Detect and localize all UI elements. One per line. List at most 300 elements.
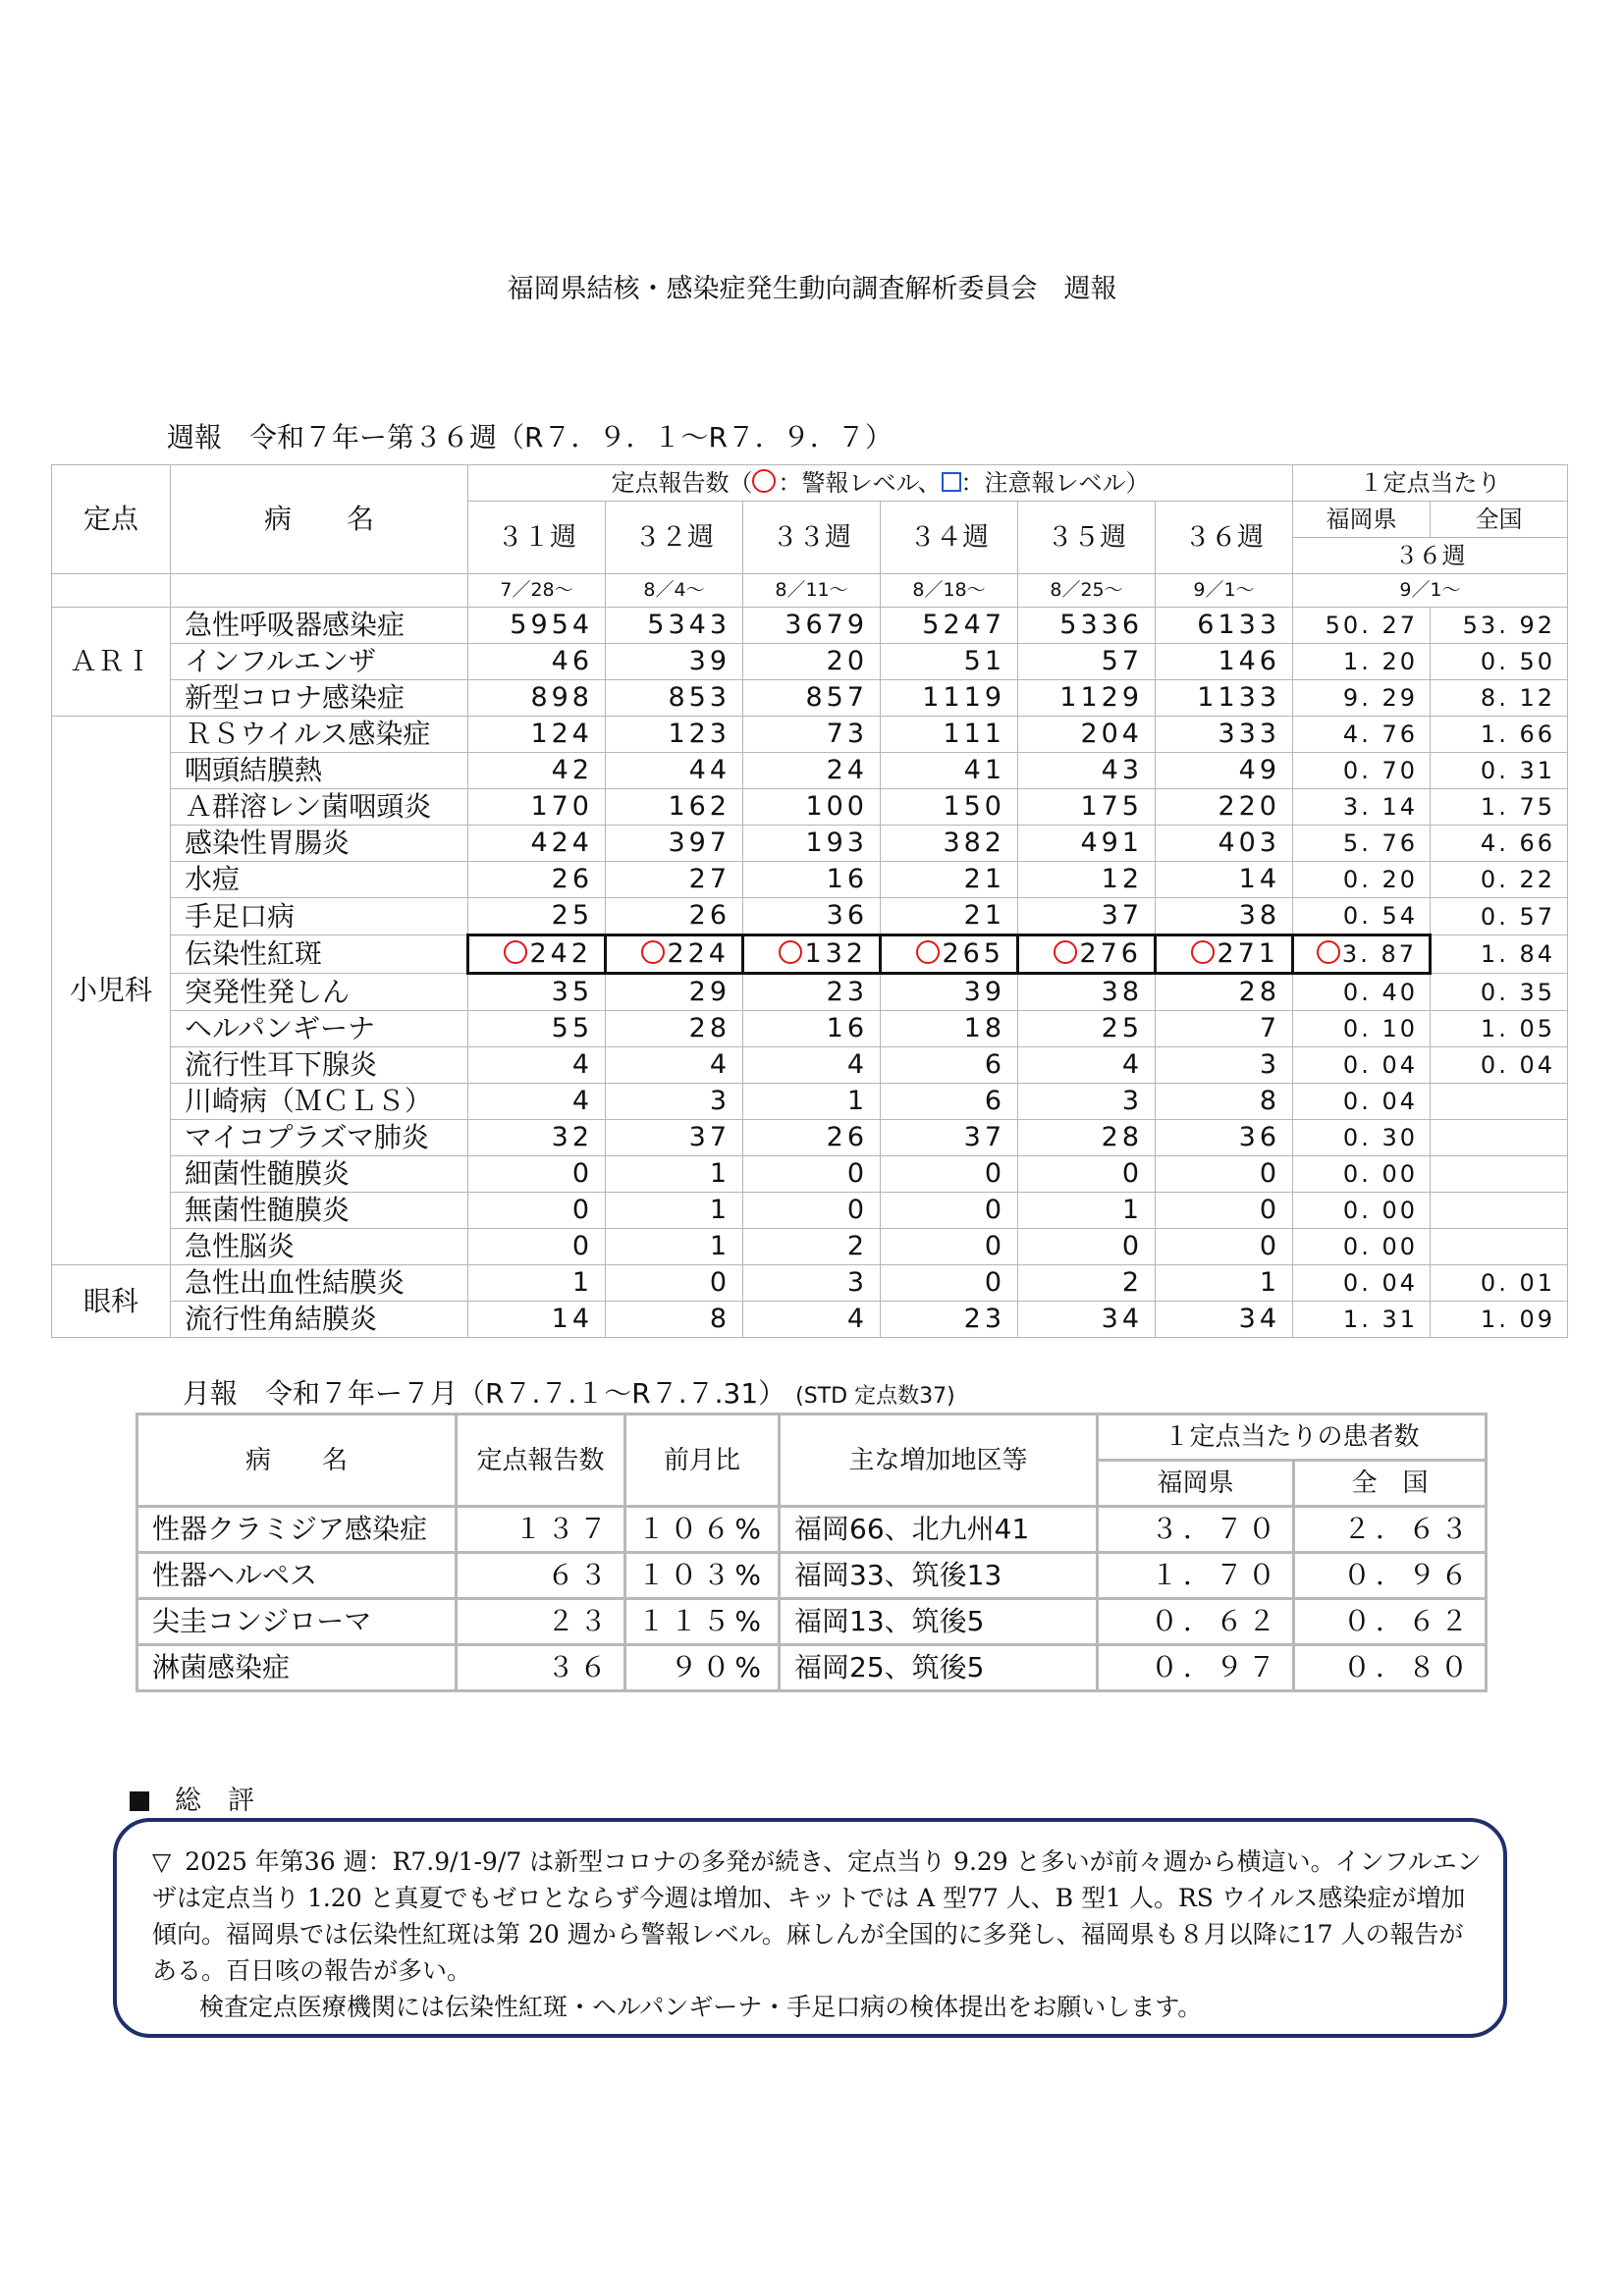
count-value: 57	[1101, 646, 1143, 676]
m-count: ２３	[457, 1599, 625, 1645]
m-national-rate: ０．８０	[1294, 1645, 1487, 1691]
weekly-count-cell	[881, 1084, 1018, 1120]
weekly-count-cell	[606, 862, 743, 898]
count-value: 14	[551, 1304, 593, 1334]
weekly-count-cell	[1156, 1193, 1293, 1229]
count-value: 224	[667, 938, 730, 969]
fukuoka-rate-value: 5. 76	[1342, 829, 1418, 857]
count-value: 0	[571, 1231, 593, 1261]
weekly-count-cell	[743, 1193, 881, 1229]
m-header-count: 定点報告数	[457, 1415, 625, 1507]
count-value: 1	[571, 1267, 593, 1298]
count-value: 0	[984, 1158, 1005, 1189]
weekly-count-cell	[881, 974, 1018, 1011]
count-value: 0	[1259, 1158, 1280, 1189]
table-row	[52, 644, 1568, 680]
m-mom: ９０%	[625, 1645, 780, 1691]
weekly-count-cell	[1018, 862, 1156, 898]
count-value: 132	[804, 938, 867, 969]
fukuoka-rate-cell	[1293, 862, 1431, 898]
fukuoka-rate-cell	[1293, 974, 1431, 1011]
fukuoka-rate-cell	[1293, 1156, 1431, 1193]
group-label: 小児科	[52, 717, 171, 1265]
fukuoka-rate-value: 1. 20	[1342, 648, 1418, 675]
weekly-count-cell	[881, 680, 1018, 717]
m-disease-name: 淋菌感染症	[137, 1645, 457, 1691]
weekly-count-cell	[1018, 644, 1156, 680]
weekly-count-cell	[1156, 789, 1293, 826]
count-value: 0	[571, 1158, 593, 1189]
weekly-count-cell	[881, 1193, 1018, 1229]
count-value: 1	[1121, 1195, 1143, 1225]
count-value: 3	[846, 1267, 868, 1298]
weekly-count-cell	[606, 680, 743, 717]
weekly-count-cell	[743, 1120, 881, 1156]
weekly-count-cell	[1156, 1265, 1293, 1302]
count-value: 14	[1238, 864, 1280, 894]
count-value: 27	[688, 864, 731, 894]
weekly-count-cell	[1018, 898, 1156, 935]
weekly-count-cell	[1156, 753, 1293, 789]
table-row	[137, 1599, 1487, 1645]
count-value: 1	[709, 1195, 731, 1225]
fukuoka-rate-value: 3. 14	[1342, 793, 1418, 821]
national-rate-cell	[1431, 1084, 1568, 1120]
weekly-count-cell	[1156, 862, 1293, 898]
attention-square-icon	[942, 472, 961, 492]
fukuoka-rate-value: 0. 10	[1342, 1015, 1418, 1042]
count-value: 20	[826, 646, 868, 676]
count-value: 193	[805, 828, 868, 858]
black-square-icon	[130, 1791, 149, 1811]
table-row	[52, 1011, 1568, 1047]
header-per-site: １定点当たり	[1293, 465, 1568, 502]
disease-name: Ａ群溶レン菌咽頭炎	[171, 789, 468, 826]
week-35-date: 8／25～	[1018, 574, 1156, 608]
weekly-count-cell	[743, 974, 881, 1011]
weekly-count-cell	[881, 789, 1018, 826]
disease-name: インフルエンザ	[171, 644, 468, 680]
weekly-count-cell	[743, 935, 881, 974]
count-value: 1119	[922, 682, 1005, 713]
count-value: 12	[1101, 864, 1143, 894]
count-value: 123	[668, 719, 731, 749]
summary-line-2: 検査定点医療機関には伝染性紅斑・ヘルパンギーナ・手足口病の検体提出をお願いします。	[199, 1993, 1203, 2021]
weekly-count-cell	[468, 1229, 606, 1265]
count-value: 44	[688, 755, 731, 785]
count-value: 16	[826, 864, 868, 894]
weekly-count-cell	[1018, 1229, 1156, 1265]
m-fukuoka-rate: ０．９７	[1098, 1645, 1294, 1691]
fukuoka-rate-cell	[1293, 680, 1431, 717]
weekly-count-cell	[1018, 1011, 1156, 1047]
week-36-date: 9／1～	[1156, 574, 1293, 608]
fukuoka-rate-cell	[1293, 608, 1431, 644]
alert-circle-icon	[752, 469, 776, 493]
count-value: 162	[668, 791, 731, 822]
count-value: 0	[1121, 1158, 1143, 1189]
weekly-report-table	[51, 464, 1568, 1338]
weekly-count-cell	[743, 789, 881, 826]
m-fukuoka-rate: １．７０	[1098, 1553, 1294, 1599]
national-rate-cell: 0. 31	[1431, 753, 1568, 789]
m-count: ６３	[457, 1553, 625, 1599]
weekly-count-cell	[468, 1084, 606, 1120]
week-33-date: 8／11～	[743, 574, 881, 608]
count-value: 0	[1259, 1231, 1280, 1261]
table-row	[52, 789, 1568, 826]
count-value: 1	[709, 1158, 731, 1189]
count-value: 150	[943, 791, 1005, 822]
m-mom: １０６%	[625, 1507, 780, 1553]
weekly-count-cell	[606, 644, 743, 680]
weekly-count-cell	[881, 862, 1018, 898]
count-value: 124	[530, 719, 593, 749]
fukuoka-rate-value: 0. 04	[1342, 1269, 1418, 1297]
disease-name: 無菌性髄膜炎	[171, 1193, 468, 1229]
count-value: 18	[963, 1013, 1005, 1043]
weekly-count-cell	[468, 680, 606, 717]
alert-circle-icon	[1054, 940, 1077, 964]
fukuoka-rate-cell	[1293, 1193, 1431, 1229]
m-national-rate: ０．６２	[1294, 1599, 1487, 1645]
week-32-date: 8／4～	[606, 574, 743, 608]
count-value: 32	[551, 1122, 593, 1152]
weekly-count-cell	[606, 1120, 743, 1156]
disease-name: ＲＳウイルス感染症	[171, 717, 468, 753]
header-fukuoka: 福岡県	[1293, 502, 1431, 538]
count-value: 7	[1259, 1013, 1280, 1043]
count-value: 37	[963, 1122, 1005, 1152]
alert-circle-icon	[916, 940, 940, 964]
table-row	[52, 974, 1568, 1011]
national-rate-cell: 4. 66	[1431, 826, 1568, 862]
count-value: 28	[1238, 977, 1280, 1007]
national-rate-cell: 0. 35	[1431, 974, 1568, 1011]
fukuoka-rate-value: 50. 27	[1325, 612, 1418, 639]
fukuoka-rate-value: 1. 31	[1342, 1306, 1418, 1333]
fukuoka-rate-value: 0. 00	[1342, 1233, 1418, 1260]
summary-text	[152, 1843, 1488, 2025]
weekly-count-cell	[881, 644, 1018, 680]
weekly-count-cell	[468, 789, 606, 826]
count-value: 24	[826, 755, 868, 785]
table-row	[52, 1265, 1568, 1302]
weekly-count-cell	[1018, 935, 1156, 974]
fukuoka-rate-cell	[1293, 1302, 1431, 1338]
weekly-count-cell	[1018, 608, 1156, 644]
weekly-count-cell	[1018, 1156, 1156, 1193]
weekly-count-cell	[743, 1302, 881, 1338]
national-rate-cell: 1. 05	[1431, 1011, 1568, 1047]
m-national-rate: ０．９６	[1294, 1553, 1487, 1599]
weekly-count-cell	[1156, 644, 1293, 680]
weekly-count-cell	[1018, 974, 1156, 1011]
count-value: 4	[709, 1049, 731, 1080]
disease-name: 急性出血性結膜炎	[171, 1265, 468, 1302]
weekly-count-cell	[468, 898, 606, 935]
weekly-count-cell	[468, 1120, 606, 1156]
weekly-count-cell	[743, 608, 881, 644]
weekly-count-cell	[606, 717, 743, 753]
count-value: 382	[943, 828, 1005, 858]
summary-line-1	[152, 1843, 1488, 1989]
weekly-count-cell	[881, 1120, 1018, 1156]
count-value: 26	[688, 900, 731, 931]
count-value: 424	[530, 828, 593, 858]
table-row	[137, 1553, 1487, 1599]
count-value: 51	[963, 646, 1005, 676]
m-fukuoka-rate: ３．７０	[1098, 1507, 1294, 1553]
weekly-count-cell	[1018, 680, 1156, 717]
weekly-count-cell	[1156, 974, 1293, 1011]
group-label: 眼科	[52, 1265, 171, 1338]
weekly-count-cell	[606, 1156, 743, 1193]
weekly-count-cell	[1156, 1302, 1293, 1338]
national-rate-cell: 0. 01	[1431, 1265, 1568, 1302]
disease-name: 急性呼吸器感染症	[171, 608, 468, 644]
count-value: 3	[1121, 1086, 1143, 1116]
count-value: 43	[1101, 755, 1143, 785]
table-row	[52, 1156, 1568, 1193]
fukuoka-rate-value: 0. 04	[1342, 1051, 1418, 1079]
count-value: 6	[984, 1086, 1005, 1116]
count-value: 37	[1101, 900, 1143, 931]
weekly-count-cell	[1156, 826, 1293, 862]
weekly-count-cell	[468, 644, 606, 680]
count-value: 55	[551, 1013, 593, 1043]
national-rate-cell: 0. 57	[1431, 898, 1568, 935]
count-value: 175	[1080, 791, 1143, 822]
count-value: 397	[668, 828, 731, 858]
fukuoka-rate-cell	[1293, 753, 1431, 789]
disease-name: 突発性発しん	[171, 974, 468, 1011]
count-value: 265	[942, 938, 1004, 969]
disease-name: 感染性胃腸炎	[171, 826, 468, 862]
table-row	[52, 862, 1568, 898]
m-count: １３７	[457, 1507, 625, 1553]
summary-heading	[130, 1779, 254, 1817]
header-national: 全国	[1431, 502, 1568, 538]
weekly-count-cell	[743, 1265, 881, 1302]
weekly-count-cell	[743, 1011, 881, 1047]
monthly-report-table	[135, 1413, 1488, 1692]
count-value: 23	[963, 1304, 1005, 1334]
count-value: 111	[943, 719, 1005, 749]
national-rate-cell: 0. 22	[1431, 862, 1568, 898]
weekly-count-cell	[1018, 789, 1156, 826]
weekly-count-cell	[1018, 826, 1156, 862]
count-value: 0	[984, 1231, 1005, 1261]
weekly-count-cell	[606, 789, 743, 826]
count-value: 35	[551, 977, 593, 1007]
count-value: 242	[529, 938, 592, 969]
count-value: 170	[530, 791, 593, 822]
weekly-count-cell	[606, 1229, 743, 1265]
weekly-count-cell	[1156, 1047, 1293, 1084]
national-rate-cell: 1. 66	[1431, 717, 1568, 753]
fukuoka-rate-value: 3. 87	[1341, 940, 1417, 968]
count-value: 0	[1121, 1231, 1143, 1261]
count-value: 16	[826, 1013, 868, 1043]
weekly-count-cell	[743, 826, 881, 862]
weekly-count-cell	[881, 826, 1018, 862]
m-mom: １１５%	[625, 1599, 780, 1645]
monthly-title: 月報 令和７年ー７月（R７.７.１～R７.７.31）	[183, 1377, 786, 1410]
fukuoka-rate-cell	[1293, 1265, 1431, 1302]
count-value: 23	[826, 977, 868, 1007]
count-value: 28	[688, 1013, 731, 1043]
std-note: (STD 定点数37)	[795, 1384, 955, 1409]
count-value: 28	[1101, 1122, 1143, 1152]
m-fukuoka-rate: ０．６２	[1098, 1599, 1294, 1645]
m-disease-name: 性器ヘルペス	[137, 1553, 457, 1599]
weekly-count-cell	[1156, 935, 1293, 974]
m-areas: 福岡13、筑後5	[780, 1599, 1098, 1645]
count-value: 4	[571, 1049, 593, 1080]
count-value: 21	[963, 900, 1005, 931]
m-areas: 福岡66、北九州41	[780, 1507, 1098, 1553]
m-header-areas: 主な増加地区等	[780, 1415, 1098, 1507]
weekly-count-cell	[881, 1047, 1018, 1084]
count-value: 34	[1238, 1304, 1280, 1334]
weekly-count-cell	[1018, 1084, 1156, 1120]
summary-line-1-text: 2025 年第36 週：R7.9/1-9/7 は新型コロナの多発が続き、定点当り 9.29 と多いが前々週から横這い。インフルエンザは定点当り 1.20 と真夏でもゼロとならず今週は増加、キットでは A 型77 人、B 型1 人。RS ウイルス感染症が増加傾向。福岡県では伝染性紅斑は第 20 週から警報レベル。麻しんが全国的に多発し、福岡県も８月以降に17 人の報告がある。百日咳の報告が多い。	[152, 1847, 1482, 1985]
fukuoka-rate-cell	[1293, 644, 1431, 680]
weekly-count-cell	[606, 1193, 743, 1229]
count-value: 146	[1218, 646, 1280, 676]
count-value: 21	[963, 864, 1005, 894]
disease-name: マイコプラズマ肺炎	[171, 1120, 468, 1156]
week-36-header: ３６週	[1156, 502, 1293, 574]
weekly-count-cell	[1156, 1084, 1293, 1120]
weekly-count-cell	[881, 1302, 1018, 1338]
count-value: 4	[846, 1049, 868, 1080]
fukuoka-rate-value: 0. 54	[1342, 902, 1418, 930]
m-national-rate: ２．６３	[1294, 1507, 1487, 1553]
count-value: 403	[1218, 828, 1280, 858]
count-value: 0	[984, 1267, 1005, 1298]
weekly-count-cell	[881, 1156, 1018, 1193]
alert-circle-icon	[1317, 940, 1340, 964]
national-rate-cell: 0. 04	[1431, 1047, 1568, 1084]
disease-name: 川崎病（ＭＣＬＳ）	[171, 1084, 468, 1120]
table-row	[137, 1645, 1487, 1691]
header-week36: ３６週	[1293, 538, 1568, 574]
count-value: 25	[551, 900, 593, 931]
weekly-count-cell	[606, 1265, 743, 1302]
weekly-count-cell	[468, 608, 606, 644]
count-value: 3	[1259, 1049, 1280, 1080]
disease-name: 水痘	[171, 862, 468, 898]
alert-circle-icon	[1191, 940, 1215, 964]
count-value: 1	[846, 1086, 868, 1116]
weekly-count-cell	[1156, 680, 1293, 717]
disease-name: 手足口病	[171, 898, 468, 935]
count-value: 37	[688, 1122, 731, 1152]
disease-name: 伝染性紅斑	[171, 935, 468, 974]
fukuoka-rate-cell	[1293, 898, 1431, 935]
count-value: 34	[1101, 1304, 1143, 1334]
weekly-count-cell	[468, 1193, 606, 1229]
weekly-count-cell	[468, 826, 606, 862]
count-value: 4	[571, 1086, 593, 1116]
weekly-count-cell	[743, 680, 881, 717]
count-value: 38	[1101, 977, 1143, 1007]
count-value: 1133	[1197, 682, 1280, 713]
count-value: 0	[984, 1195, 1005, 1225]
m-header-mom: 前月比	[625, 1415, 780, 1507]
week-35-header: ３５週	[1018, 502, 1156, 574]
count-value: 4	[1121, 1049, 1143, 1080]
count-value: 5336	[1059, 610, 1143, 640]
weekly-count-cell	[743, 1047, 881, 1084]
count-value: 5247	[922, 610, 1005, 640]
weekly-count-cell	[743, 862, 881, 898]
week-32-header: ３２週	[606, 502, 743, 574]
m-areas: 福岡33、筑後13	[780, 1553, 1098, 1599]
national-rate-cell	[1431, 1156, 1568, 1193]
fukuoka-rate-cell	[1293, 935, 1431, 974]
m-count: ３６	[457, 1645, 625, 1691]
alert-legend: ：警報レベル、	[778, 469, 942, 497]
report-prefix: 定点報告数（	[611, 469, 753, 497]
count-value: 4	[846, 1304, 868, 1334]
count-value: 36	[1238, 1122, 1280, 1152]
weekly-count-cell	[1018, 1302, 1156, 1338]
table-row	[52, 1084, 1568, 1120]
fukuoka-rate-cell	[1293, 1047, 1431, 1084]
weekly-count-cell	[1156, 1011, 1293, 1047]
table-row	[137, 1507, 1487, 1553]
table-row	[52, 680, 1568, 717]
weekly-count-cell	[881, 1011, 1018, 1047]
weekly-count-cell	[606, 1084, 743, 1120]
weekly-count-cell	[468, 974, 606, 1011]
count-value: 1129	[1059, 682, 1143, 713]
alert-circle-icon	[504, 940, 527, 964]
fukuoka-rate-cell	[1293, 717, 1431, 753]
count-value: 26	[826, 1122, 868, 1152]
weekly-count-cell	[606, 753, 743, 789]
count-value: 8	[1259, 1086, 1280, 1116]
weekly-count-cell	[606, 1302, 743, 1338]
count-value: 0	[846, 1158, 868, 1189]
week-31-header: ３１週	[468, 502, 606, 574]
fukuoka-rate-value: 4. 76	[1342, 721, 1418, 748]
fukuoka-rate-cell	[1293, 1229, 1431, 1265]
table-row	[52, 1120, 1568, 1156]
national-rate-cell: 1. 84	[1431, 935, 1568, 974]
count-value: 276	[1079, 938, 1142, 969]
count-value: 6	[984, 1049, 1005, 1080]
disease-name: 流行性角結膜炎	[171, 1302, 468, 1338]
count-value: 39	[688, 646, 731, 676]
weekly-count-cell	[1018, 717, 1156, 753]
count-value: 898	[530, 682, 593, 713]
weekly-count-cell	[468, 1047, 606, 1084]
weekly-count-cell	[606, 974, 743, 1011]
table-row	[52, 717, 1568, 753]
week-31-date: 7／28～	[468, 574, 606, 608]
count-value: 853	[668, 682, 731, 713]
count-value: 491	[1080, 828, 1143, 858]
week-34-date: 8／18～	[881, 574, 1018, 608]
weekly-count-cell	[881, 935, 1018, 974]
weekly-count-cell	[606, 1047, 743, 1084]
count-value: 0	[846, 1195, 868, 1225]
m-header-national: 全 国	[1294, 1461, 1487, 1507]
